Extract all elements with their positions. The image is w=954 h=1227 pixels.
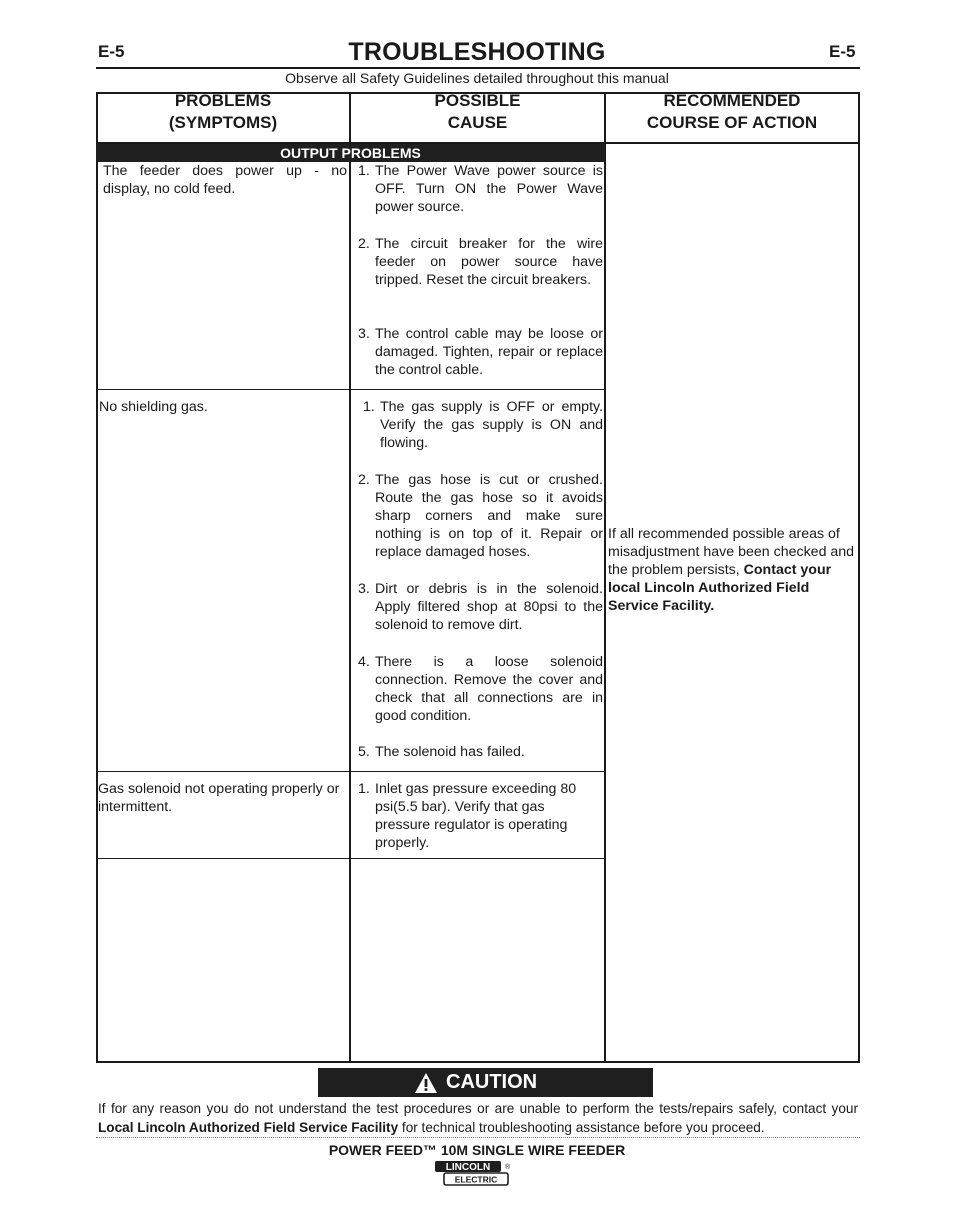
cause-number: 2.	[358, 472, 370, 488]
cause-text: The gas hose is cut or crushed. Route the gas hose so it avoids sharp corners and make sure nothing is on top of it. Repair or replace damaged hoses.	[375, 472, 603, 561]
cause-item	[358, 580, 603, 634]
column-header-cause	[351, 90, 604, 134]
recommended-action	[608, 525, 858, 615]
title-rule	[96, 67, 860, 69]
cause-text: There is a loose solenoid connection. Remove the cover and check that all connections are in good condition.	[375, 654, 603, 725]
action-text: If all recommended possible areas of misadjustment have been checked and the problem persists,	[608, 526, 855, 579]
cause-number: 1.	[358, 781, 370, 797]
caution-label: CAUTION	[446, 1071, 538, 1093]
column-header-problems	[98, 90, 348, 134]
cause-item	[358, 743, 603, 761]
product-name: POWER FEED™ 10M SINGLE WIRE FEEDER	[328, 1142, 626, 1158]
cause-text: The gas supply is OFF or empty. Verify the gas supply is ON and flowing.	[380, 399, 603, 452]
caution-text-end: for technical troubleshooting assistance before you proceed.	[401, 1120, 765, 1135]
cause-item	[358, 162, 603, 216]
cause-item	[358, 653, 603, 725]
cause-text: The Power Wave power source is OFF. Turn ON the Power Wave power source.	[375, 163, 603, 216]
footer-rule	[96, 1137, 860, 1138]
logo-text-bottom: ELECTRIC	[454, 1174, 498, 1185]
logo-text-top: LINCOLN	[445, 1162, 491, 1173]
cause-text: The circuit breaker for the wire feeder on power source have tripped. Reset the circuit breakers.	[375, 236, 603, 289]
column-header-line: POSSIBLE	[434, 91, 521, 110]
cause-item	[358, 471, 603, 561]
cause-number: 1.	[363, 399, 375, 415]
cause-number: 3.	[358, 326, 370, 342]
caution-text-start: If for any reason you do not understand the test procedures or are unable to perform the tests/repairs safely, contact your	[98, 1101, 858, 1116]
row-divider-2	[96, 771, 605, 772]
warning-icon	[414, 1072, 438, 1094]
table-border-right	[858, 92, 860, 1063]
column-header-action	[606, 90, 858, 134]
column-divider-2	[604, 92, 606, 1063]
row-divider-3	[96, 858, 605, 859]
cause-number: 5.	[358, 744, 370, 760]
cause-number: 4.	[358, 654, 370, 670]
table-border-left	[96, 92, 98, 1063]
column-header-line: COURSE OF ACTION	[646, 113, 818, 132]
page-code-left: E-5	[98, 42, 125, 61]
caution-text	[98, 1099, 858, 1137]
cause-number: 2.	[358, 236, 370, 252]
cause-item	[358, 780, 586, 852]
cause-number: 3.	[358, 581, 370, 597]
cause-number: 1.	[358, 163, 370, 179]
section-label: OUTPUT PROBLEMS	[280, 145, 421, 161]
column-header-line: RECOMMENDED	[663, 91, 801, 110]
column-divider-1	[349, 92, 351, 1063]
column-header-line: CAUSE	[447, 113, 508, 132]
cause-item	[358, 235, 603, 289]
cause-item	[363, 398, 603, 452]
table-border-bottom	[96, 1061, 860, 1063]
cause-text: Inlet gas pressure exceeding 80 psi(5.5 bar). Verify that gas pressure regulator is operating properly.	[375, 781, 577, 852]
problem-no-shielding-gas: No shielding gas.	[99, 399, 208, 415]
cause-text: The solenoid has failed.	[375, 744, 525, 760]
cause-text: The control cable may be loose or damaged. Tighten, repair or replace the control cable.	[375, 326, 603, 379]
row-divider-1	[96, 389, 605, 390]
page-title: TROUBLESHOOTING	[348, 38, 606, 66]
lincoln-electric-logo	[434, 1160, 512, 1187]
column-header-line: (SYMPTOMS)	[168, 113, 278, 132]
cause-text: Dirt or debris is in the solenoid. Apply filtered shop at 80psi to the solenoid to remove dirt.	[375, 581, 603, 634]
page-code-right: E-5	[829, 42, 856, 61]
safety-note: Observe all Safety Guidelines detailed throughout this manual	[285, 70, 669, 86]
cause-item	[358, 325, 603, 379]
problem-gas-solenoid: Gas solenoid not operating properly or intermittent.	[98, 781, 340, 816]
logo-mark: ®	[505, 1164, 511, 1171]
column-header-line: PROBLEMS	[174, 91, 272, 110]
problem-no-power: The feeder does power up - no display, no cold feed.	[103, 163, 347, 198]
caution-contact: Local Lincoln Authorized Field Service Facility	[98, 1120, 399, 1135]
action-contact: Contact your local Lincoln Authorized Field Service Facility.	[608, 562, 832, 615]
